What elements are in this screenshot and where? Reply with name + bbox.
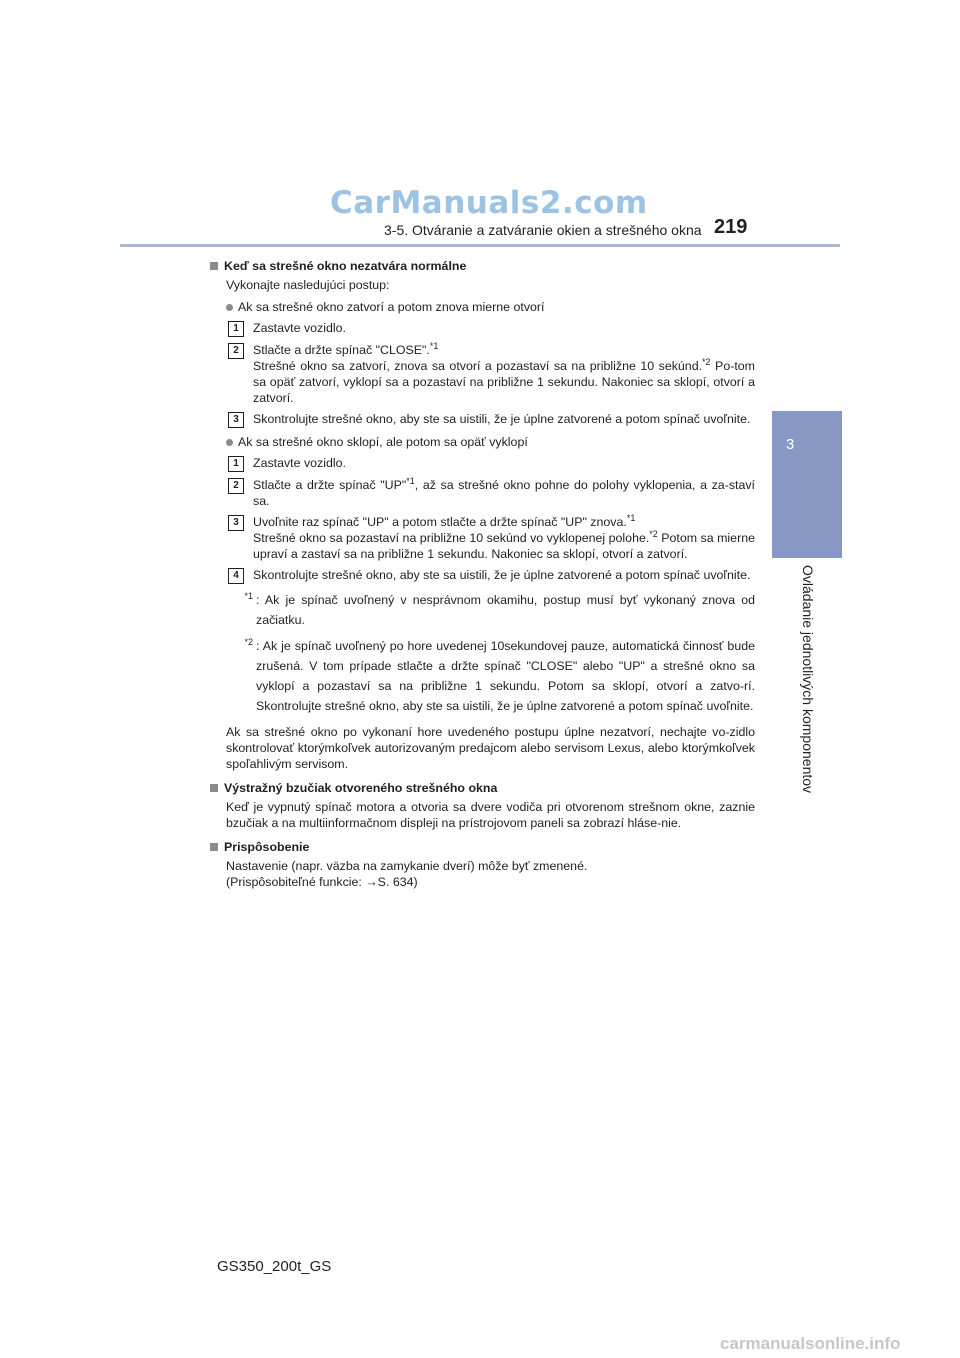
step-item: 4 Skontrolujte strešné okno, aby ste sa uistili, že je úplne zatvorené a potom spínač uvoľnite. [210,567,755,584]
footnote [210,590,755,630]
chapter-side-tab [772,411,842,558]
footnote-ref: *2 [649,528,658,539]
footnote-text: : Ak je spínač uvoľnený v nesprávnom okamihu, postup musí byť vykonaný znova od začiatku. [256,593,755,627]
footnote-ref: *1 [626,512,636,523]
step-item: 3 Uvoľnite raz spínač "UP" a potom stlačte a držte spínač "UP" znova.$^{*1}$ Strešné okno sa pozastaví na približne 10 sekúnd vo vyklopenej polohe.$^{*2}$ Potom sa mierne upraví a zastaví sa na približne 1 sekundu. Nakoniec sa sklopí, otvorí a zatvorí. [210,514,755,562]
square-bullet-icon [210,784,218,792]
step-item: 2 Stlačte a držte spínač "CLOSE".$^{*1}$ Strešné okno sa zatvorí, znova sa otvorí a pozastaví sa na približne 10 sekúnd.$^{*2}$ Po-tom sa opäť zatvorí, vyklopí sa a pozastaví na približne 1 sekundu. Nakoniec sa sklopí, otvorí a zatvorí. [210,342,755,406]
step-item: 3 Skontrolujte strešné okno, aby ste sa uistili, že je úplne zatvorené a potom spínač uvoľnite. [210,411,755,428]
page-content [210,256,755,890]
step-item: 2 Stlačte a držte spínač "UP"$^{*1}$, až sa strešné okno pohne do polohy vyklopenia, a za-staví sa. [210,477,755,509]
step-number: 2 [228,343,244,359]
chapter-title: Ovládanie jednotlivých komponentov [800,565,816,794]
step-item: 1 Zastavte vozidlo. [210,320,755,337]
footnote-ref: *1 [429,340,439,351]
step-number: 3 [228,515,244,531]
section-body: Keď je vypnutý spínač motora a otvoria sa dvere vodiča pri otvorenom strešnom okne, zaznie bzučiak a na multiinformačnom displeji na prístrojovom paneli sa zobrazí hláse-nie. [226,800,755,830]
round-bullet-icon [226,304,233,311]
square-bullet-icon [210,843,218,851]
footnote-mark: *2 [244,636,253,647]
header-divider [120,244,840,247]
carmanuals-watermark: CarManuals2.com [330,185,648,221]
footnote [210,636,755,716]
section-intro: Vykonajte nasledujúci postup: [226,278,390,292]
carmanualsonline-watermark: carmanualsonline.info [720,1334,901,1353]
bullet-item: Ak sa strešné okno zatvorí a potom znova mierne otvorí [210,299,755,315]
section-header-title: 3-5. Otváranie a zatváranie okien a strešného okna [384,222,702,238]
section-body: Nastavenie (napr. väzba na zamykanie dverí) môže byť zmenené. (Prispôsobiteľné funkcie: →S. 634) [226,859,588,889]
bullet-item: Ak sa strešné okno sklopí, ale potom sa opäť vyklopí [210,434,755,450]
footnote-mark: *1 [244,590,253,601]
section-heading: Výstražný bzučiak otvoreného strešného okna [210,780,755,796]
page-number: 219 [714,216,748,238]
step-number: 4 [228,568,244,584]
footnote-ref: *2 [702,356,711,367]
chapter-number: 3 [786,436,795,453]
square-bullet-icon [210,262,218,270]
step-number: 1 [228,456,244,472]
step-number: 1 [228,321,244,337]
step-number: 2 [228,478,244,494]
section-heading: Keď sa strešné okno nezatvára normálne [210,258,755,274]
step-item: 1 Zastavte vozidlo. [210,455,755,472]
round-bullet-icon [226,439,233,446]
footnote-ref: *1 [406,475,415,486]
step-number: 3 [228,412,244,428]
section-closing: Ak sa strešné okno po vykonaní hore uvedeného postupu úplne nezatvorí, nechajte vo-zidlo skontrolovať ktorýmkoľvek autorizovaným predajcom alebo servisom Lexus, alebo ktorýmkoľvek spoľahlivým servisom. [226,725,755,771]
model-code: GS350_200t_GS [217,1258,332,1275]
footnote-text: : Ak je spínač uvoľnený po hore uvedenej 10sekundovej pauze, automatická činnosť bude zrušená. V tom prípade stlačte a držte spínač "CLOSE" alebo "UP" a strešné okno sa vyklopí a pozastaví sa na približne 1 sekundu. Potom sa sklopí, otvorí a zatvo-rí. Skontrolujte strešné okno, aby ste sa uistili, že je úplne zatvorené a potom spínač uvoľnite. [256,639,755,713]
cross-reference-link[interactable]: (Prispôsobiteľné funkcie: →S. 634) [226,875,418,889]
section-heading: Prispôsobenie [210,839,755,855]
